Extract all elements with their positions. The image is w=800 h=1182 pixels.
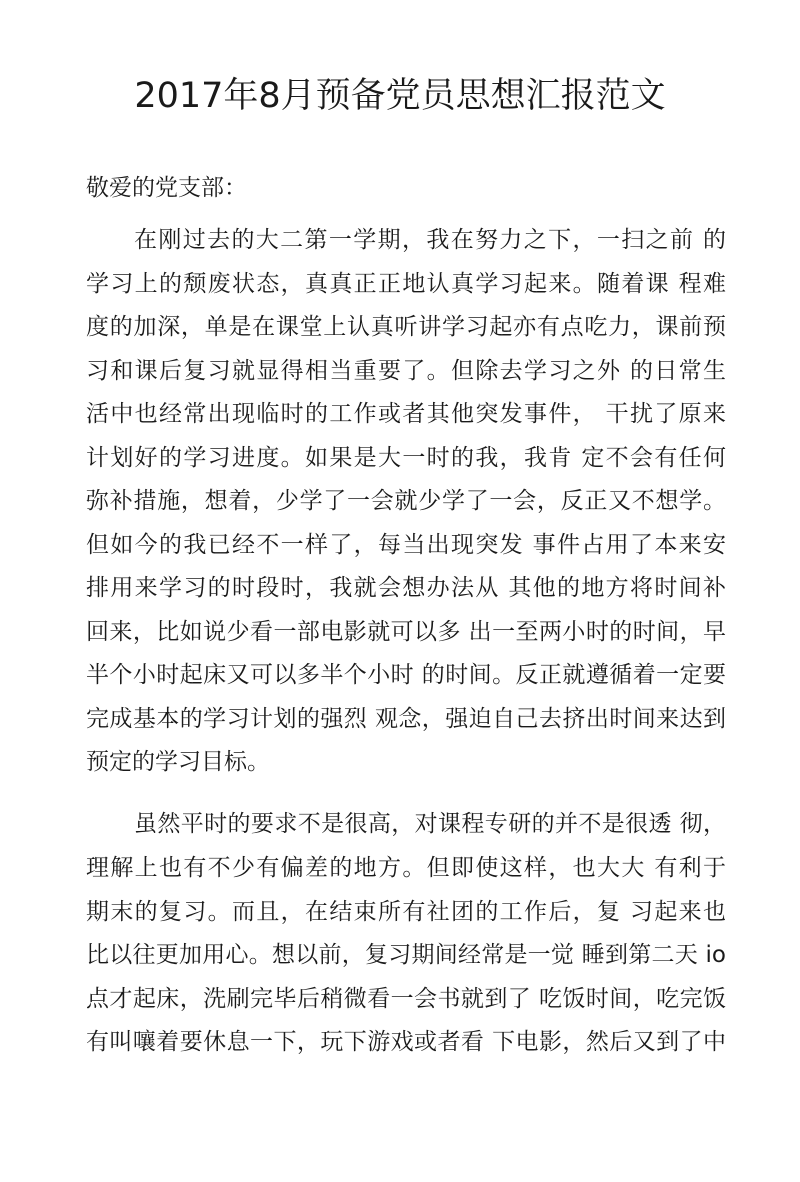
paragraph-2-line: 有叫嚷着要休息一下，玩下游戏或者看 下电影，然后又到了中 (86, 1029, 726, 1055)
paragraph-2-line: 比以往更加用心。想以前，复习期间经常是一觉 睡到第二天 io (86, 942, 726, 968)
paragraph-1-line: 学习上的颓废状态，真真正正地认真学习起来。随着课 程难 (86, 271, 726, 297)
paragraph-1-line: 预定的学习目标。 (86, 749, 270, 775)
paragraph-1-line: 半个小时起床又可以多半个小时 的时间。反正就遵循着一定要 (86, 662, 726, 688)
salutation: 敬爱的党支部： (86, 175, 247, 201)
paragraph-2-line: 理解上也有不少有偏差的地方。但即使这样，也大大 有利于 (86, 855, 726, 881)
document-title: 2017年8月预备党员思想汇报范文 (134, 76, 666, 116)
paragraph-1-line: 回来，比如说少看一部电影就可以多 出一至两小时的时间，早 (86, 619, 726, 645)
paragraph-1-line: 习和课后复习就显得相当重要了。但除去学习之外 的日常生 (86, 358, 726, 384)
paragraph-2-line: 点才起床，洗刷完毕后稍微看一会书就到了 吃饭时间，吃完饭 (86, 986, 726, 1012)
paragraph-1-line: 活中也经常出现临时的工作或者其他突发事件， 干扰了原来 (86, 401, 726, 427)
paragraph-1-line: 但如今的我已经不一样了，每当出现突发 事件占用了本来安 (86, 532, 726, 558)
paragraph-1-line: 计划好的学习进度。如果是大一时的我，我肯 定不会有任何 (86, 445, 726, 471)
paragraph-1-line: 完成基本的学习计划的强烈 观念，强迫自己去挤出时间来达到 (86, 706, 726, 732)
paragraph-1-line: 排用来学习的时段时，我就会想办法从 其他的地方将时间补 (86, 575, 726, 601)
paragraph-1-line: 弥补措施，想着，少学了一会就少学了一会，反正又不想学。 (86, 488, 726, 514)
paragraph-1-line: 在刚过去的大二第一学期，我在努力之下，一扫之前 的 (134, 227, 726, 253)
paragraph-2-line: 虽然平时的要求不是很高，对课程专研的并不是很透 彻， (134, 811, 726, 837)
paragraph-1-line: 度的加深，单是在课堂上认真听讲学习起亦有点吃力，课前预 (86, 314, 726, 340)
paragraph-2-line: 期末的复习。而且，在结束所有社团的工作后，复 习起来也 (86, 899, 726, 925)
